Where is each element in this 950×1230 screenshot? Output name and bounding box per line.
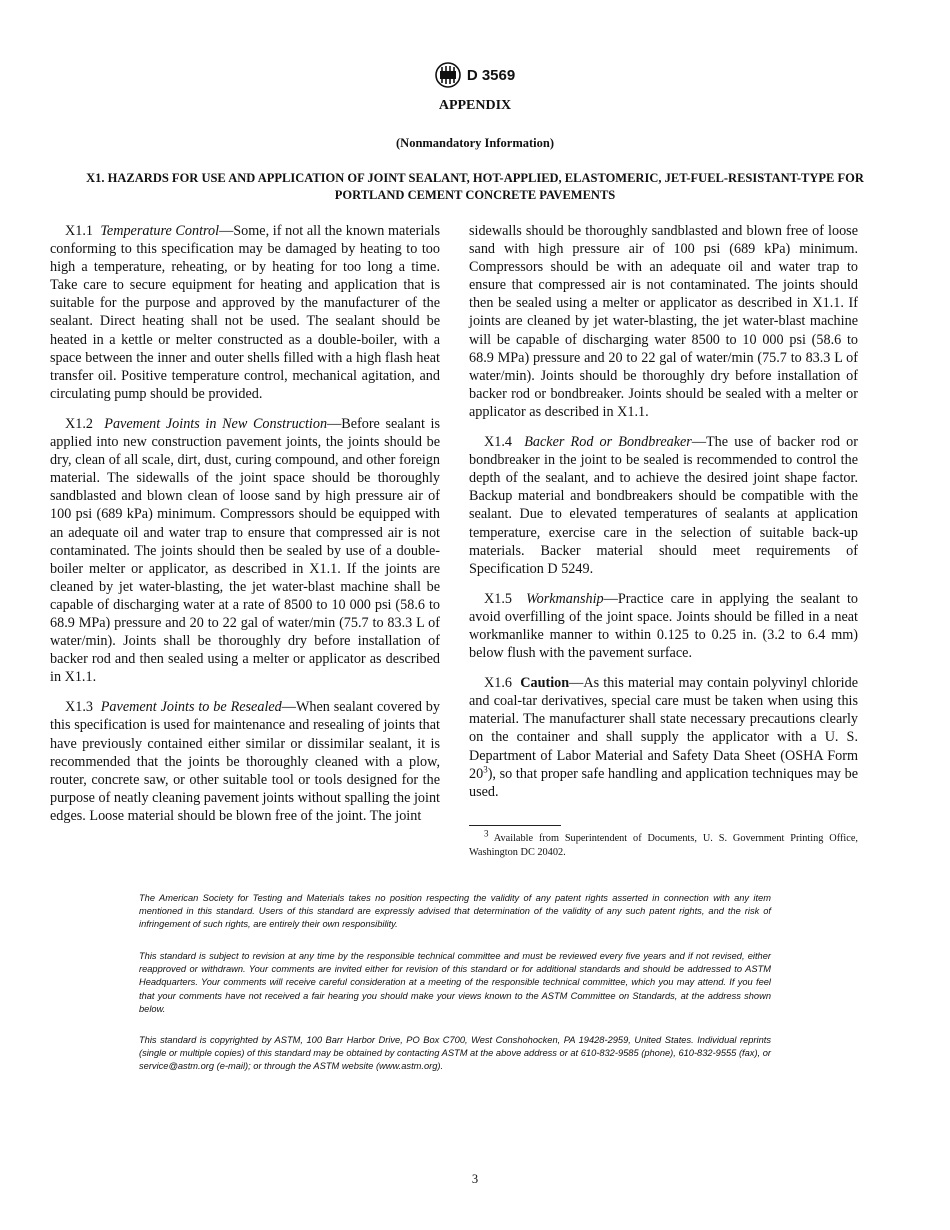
right-column xyxy=(469,222,858,861)
footnote-reference: 3 xyxy=(483,763,488,774)
paragraph-text: Some, if not all the known materials conforming to this specification may be damaged by heating to too high a temperature, reheating, or by heating for too long a time. Take care to secure equipment for heating and application that is suitable for the purpose and approved by the manufacturer of the sealant. Direct heating shall not be used. The sealant should be heated in a kettle or melter constructed as a double-boiler, with a space between the inner and outer shells filled with a high flash heat transfer oil. Positive temperature control, mechanical agitation, and circulating pump should be provided. xyxy=(50,223,440,402)
paragraph-x1-1: X1.1 Temperature Control—Some, if not all the known materials conforming to this specification may be damaged by heating to too high a temperature, reheating, or by heating for too long a time. Take care to secure equipment for heating and application that is suitable for the purpose and approved by the manufacturer of the sealant. Direct heating shall not be used. The sealant should be heated in a kettle or melter constructed as a double-boiler, with a space between the inner and outer shells filled with a high flash heat transfer oil. Positive temperature control, mechanical agitation, and circulating pump should be provided. xyxy=(50,223,440,402)
footnote xyxy=(469,828,858,861)
paragraph-text: As this material may contain polyvinyl chloride and coal-tar derivatives, special care must be taken when using this material. The manufacturer shall state necessary precautions clearly on the container and shall supply the applicator with a U. S. Department of Labor Material and Safety Data Sheet (OSHA Form 20 xyxy=(469,675,858,782)
paragraph-number: X1.5 xyxy=(484,590,512,607)
footnote-text: Available from Superintendent of Documents, U. S. Government Printing Office, Washington DC 20402. xyxy=(469,832,858,859)
paragraph-number: X1.6 xyxy=(484,675,512,692)
paragraph-x1-5: X1.5 Workmanship—Practice care in applying the sealant to avoid overfilling of the joint space. Joints should be filled in a neat workmanlike manner to within 0.125 to 0.25 in. (3.2 to 6.4 mm) below flush with the pavement surface. xyxy=(469,590,858,662)
paragraph-number: X1.1 xyxy=(65,223,93,239)
paragraph-number: X1.3 xyxy=(65,699,93,716)
paragraph-x1-2: X1.2 Pavement Joints in New Construction—Before sealant is applied into new construction pavement joints, the joints should be dry, clean of all scale, dirt, dust, curing compound, and other foreign material. The sidewalls of the joint space should be thoroughly sandblasted and blown clean of loose sand by high pressure air of 100 psi (689 kPa) minimum. Compressors should be equipped with an adequate oil and water trap to ensure that compressed air is not contaminated. The joints should then be sealed by use of a double-boiler melter or applicator, as described in X1.1. If the joints are cleaned by jet water-blasting, the jet water-blast machine shall be capable of discharging water at a rate of 8500 to 10 000 psi (58.6 to 68.9 MPa) pressure and 20 to 22 gal of water/min (75.7 to 83.3 L of water/min). Joints shall be thoroughly dry before installation of backer rod and then sealed using a melter or applicator as described in X1.1. xyxy=(50,415,440,686)
paragraph-number: X1.2 xyxy=(65,415,93,432)
appendix-title: APPENDIX xyxy=(438,98,512,113)
standard-designation: D 3569 xyxy=(466,66,516,84)
paragraph-text: When sealant covered by this specification is used for maintenance and resealing of joints that have previously contained either similar or dissimilar sealant, it is recommended that the joints be thoroughly cleaned with a plow, router, concrete saw, or other suitable tool or tools designed for the purpose of neatly cleaning pavement joints without spalling the joint edges. Loose material should be blown free of the joint. The joint xyxy=(50,699,440,824)
paragraph-number: X1.4 xyxy=(484,434,512,451)
paragraph-x1-6: X1.6 Caution—As this material may contain polyvinyl chloride and coal-tar derivatives, special care must be taken when using this material. The manufacturer shall state necessary precautions clearly on the container and shall supply the applicator with a U. S. Department of Labor Material and Safety Data Sheet (OSHA Form $20^3$), so that proper safe handling and application techniques may be used. xyxy=(469,675,858,800)
paragraph-x1-4: X1.4 Backer Rod or Bondbreaker—The use of backer rod or bondbreaker in the joint to be sealed is recommended to control the depth of the sealant, and to achieve the desired joint shape factor. Backup material and bondbreakers should be compatible with the sealant. Due to elevated temperatures of sealants at application temperature, exercise care in the selection of suitable back-up materials. Backer material should meet requirements of Specification D 5249. xyxy=(469,434,858,577)
paragraph-x1-3-continuation: sidewalls should be thoroughly sandblasted and blown free of loose sand with high pressure air of 100 psi (689 kPa) minimum. Compressors should be with an adequate oil and water trap to ensure that compressed air is not contaminated. The joints should then be sealed using a melter or applicator as described in X1.1. If joints are cleaned by jet water-blasting, the jet water-blast machine will be capable of discharging water 8500 to 10 000 psi (58.6 to 68.9 MPa) pressure and 20 to 22 gal of water/min (75.7 to 83.3 L of water/min). Joints should be thoroughly dry before installation of backer rod or bondbreaker. Joints should be sealed with a melter or applicator as described in X1.1. xyxy=(469,223,858,420)
paragraph-text: Practice care in applying the sealant to avoid overfilling of the joint space. Joints should be filled in a neat workmanlike manner to within 0.125 to 0.25 in. (3.2 to 6.4 mm) below flush with the pavement surface. xyxy=(469,590,858,662)
page-header xyxy=(0,62,950,88)
paragraph-x1-3: X1.3 Pavement Joints to be Resealed—When sealant covered by this specification is used for maintenance and resealing of joints that have previously contained either similar or dissimilar sealant, it is recommended that the joints be thoroughly cleaned with a plow, router, concrete saw, or other suitable tool or tools designed for the purpose of neatly cleaning pavement joints without spalling the joint edges. Loose material should be blown free of the joint. The joint xyxy=(50,699,440,824)
copyright-notice: This standard is copyrighted by ASTM, 100 Barr Harbor Drive, PO Box C700, West Conshohocken, PA 19428-2959, United States. Individual reprints (single or multiple copies) of this standard may be obtained by contacting ASTM at the above address or at 610-832-9585 (phone), 610-832-9555 (fax), or service@astm.org (e-mail); or through the ASTM website (www.astm.org). xyxy=(139,1035,771,1072)
patent-notice: The American Society for Testing and Materials takes no position respecting the validity of any patent rights asserted in connection with any item mentioned in this standard. Users of this standard are expressly advised that determination of the validity of any such patent rights, and the risk of infringement of such rights, are entirely their own responsibility. xyxy=(139,893,771,930)
astm-logo-icon xyxy=(435,62,461,88)
paragraph-title: Pavement Joints in New Construction xyxy=(104,415,328,432)
section-heading: X1. HAZARDS FOR USE AND APPLICATION OF JOINT SEALANT, HOT-APPLIED, ELASTOMERIC, JET-FUEL-RESISTANT-TYPE FOR PORTLAND CEMENT CONCRETE PAVEMENTS xyxy=(86,171,864,202)
footnote-divider xyxy=(469,825,561,826)
paragraph-title: Backer Rod or Bondbreaker xyxy=(524,434,692,451)
page-number: 3 xyxy=(471,1172,479,1186)
left-column xyxy=(50,222,440,837)
revision-notice: This standard is subject to revision at any time by the responsible technical committee and must be reviewed every five years and if not revised, either reapproved or withdrawn. Your comments are invited either for revision of this standard or for additional standards and should be addressed to ASTM Headquarters. Your comments will receive careful consideration at a meeting of the responsible technical committee, which you may attend. If you feel that your comments have not received a fair hearing you should make your views known to the ASTM Committee on Standards, at the address shown below. xyxy=(139,951,771,1014)
paragraph-title: Caution xyxy=(520,675,570,692)
paragraph-text: The use of backer rod or bondbreaker in the joint to be sealed is recommended to control the depth of the sealant, and to achieve the desired joint shape factor. Backup material and bondbreakers should be compatible with the sealant. Due to elevated temperatures of sealants at application temperature, exercise care in the selection of suitable back-up materials. Backer material should meet requirements of Specification D 5249. xyxy=(469,434,858,577)
paragraph-text: Before sealant is applied into new construction pavement joints, the joints should be dry, clean of all scale, dirt, dust, curing compound, and other foreign material. The sidewalls of the joint space should be thoroughly sandblasted and blown clean of loose sand by high pressure air of 100 psi (689 kPa) minimum. Compressors should be equipped with an adequate oil and water trap to ensure that compressed air is not contaminated. The joints should then be sealed by use of a double-boiler melter or applicator, as described in X1.1. If the joints are cleaned by jet water-blasting, the jet water-blast machine shall be capable of discharging water at a rate of 8500 to 10 000 psi (58.6 to 68.9 MPa) pressure and 20 to 22 gal of water/min (75.7 to 83.3 L of water/min). Joints shall be thoroughly dry before installation of backer rod and then sealed using a melter or applicator as described in X1.1. xyxy=(50,415,440,686)
footnote-marker: 3 xyxy=(484,828,489,839)
nonmandatory-label: (Nonmandatory Information) xyxy=(396,136,554,150)
paragraph-title: Workmanship xyxy=(526,590,604,607)
paragraph-title: Temperature Control xyxy=(100,223,220,239)
paragraph-title: Pavement Joints to be Resealed xyxy=(100,699,282,716)
